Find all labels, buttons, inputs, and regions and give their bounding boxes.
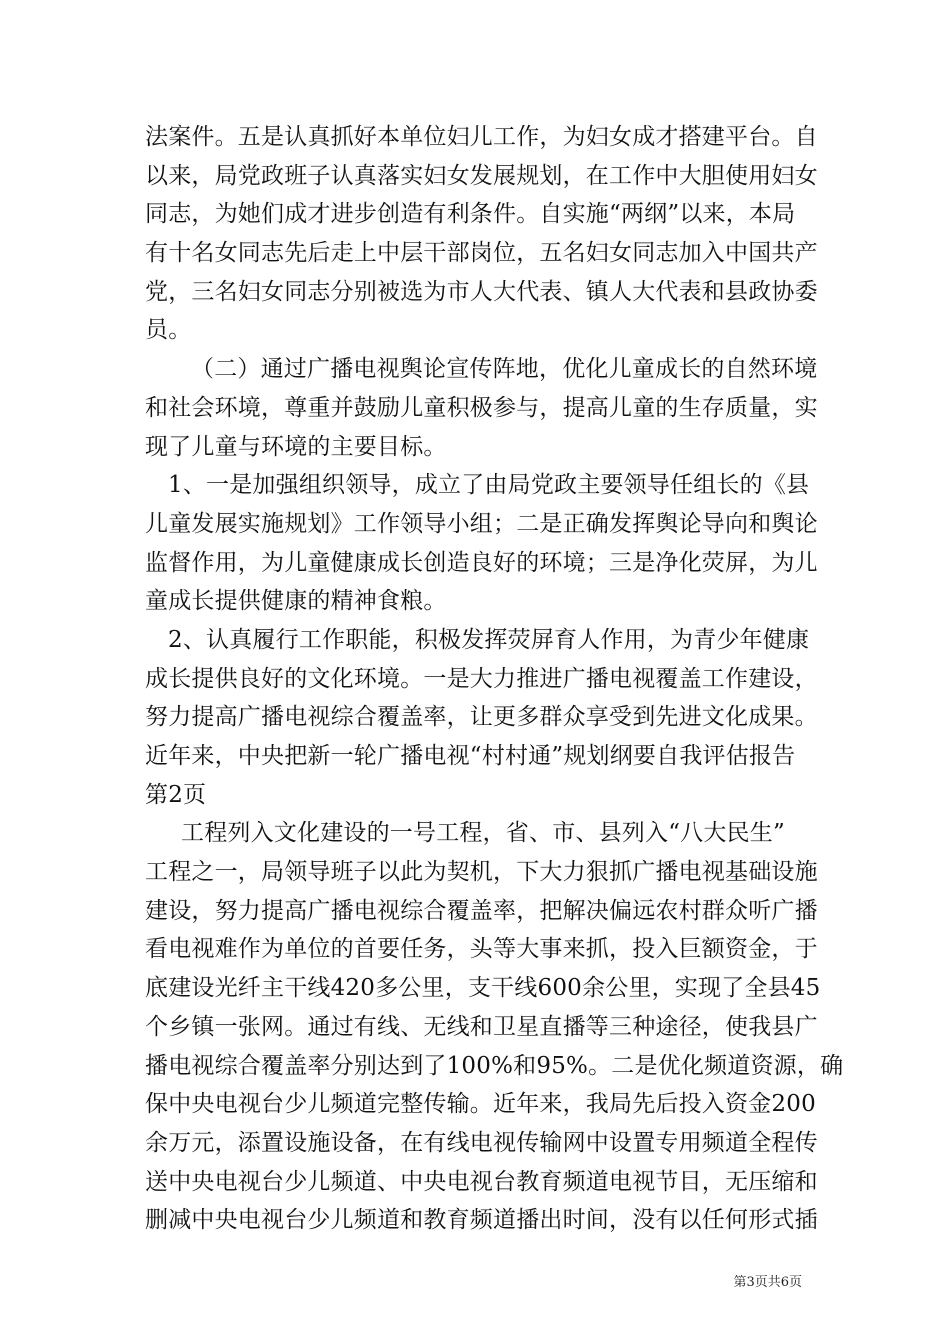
text-line: 法案件。五是认真抓好本单位妇儿工作，为妇女成才搭建平台。自: [145, 124, 818, 150]
text-line: 儿童发展实施规划》工作领导小组；二是正确发挥舆论导向和舆论: [145, 510, 818, 537]
text-line: 有十名女同志先后走上中层干部岗位，五名妇女同志加入中国共产: [145, 240, 818, 267]
text-line: 党，三名妇女同志分别被选为市人大代表、镇人大代表和县政协委: [145, 278, 818, 305]
text-line: 删减中央电视台少儿频道和教育频道播出时间，没有以任何形式插: [145, 1207, 818, 1234]
text-line: 1、一是加强组织领导，成立了由局党政主要领导任组长的《县: [168, 472, 810, 499]
text-line: 看电视难作为单位的首要任务，头等大事来抓，投入巨额资金，于: [145, 936, 818, 963]
text-line: 个乡镇一张网。通过有线、无线和卫星直播等三种途径，使我县广: [145, 1013, 818, 1040]
text-line: 近年来，中央把新一轮广播电视“村村通”规划纲要自我评估报告: [145, 743, 796, 769]
text-line: 底建设光纤主干线420多公里，支干线600余公里，实现了全县45: [145, 975, 821, 1002]
body-text: [145, 118, 844, 1240]
text-line: 2、认真履行工作职能，积极发挥荧屏育人作用，为青少年健康: [168, 626, 810, 653]
text-line: 现了儿童与环境的主要目标。: [145, 433, 447, 460]
text-line: 保中央电视台少儿频道完整传输。近年来，我局先后投入资金200: [145, 1091, 816, 1118]
text-line: 以来，局党政班子认真落实妇女发展规划，在工作中大胆使用妇女: [145, 162, 818, 189]
text-line: 工程列入文化建设的一号工程，省、市、县列入“八大民生”: [181, 820, 785, 847]
text-line: （二）通过广播电视舆论宣传阵地，优化儿童成长的自然环境: [191, 356, 818, 383]
text-line: 同志，为她们成才进步创造有利条件。自实施“两纲”以来，本局: [145, 201, 796, 228]
text-line: 工程之一，局领导班子以此为契机，下大力狠抓广播电视基础设施: [145, 859, 818, 886]
text-line: 播电视综合覆盖率分别达到了100%和95%。二是优化频道资源，确: [145, 1052, 844, 1079]
text-line: 童成长提供健康的精神食粮。: [145, 588, 447, 615]
text-line: 建设，努力提高广播电视综合覆盖率，把解决偏远农村群众听广播: [145, 897, 818, 924]
text-line: 监督作用，为儿童健康成长创造良好的环境；三是净化荧屏，为儿: [145, 549, 818, 576]
text-line: 余万元，添置设施设备，在有线电视传输网中设置专用频道全程传: [145, 1129, 818, 1156]
text-line: 努力提高广播电视综合覆盖率，让更多群众享受到先进文化成果。: [145, 704, 818, 731]
text-line: 和社会环境，尊重并鼓励儿童积极参与，提高儿童的生存质量，实: [145, 394, 818, 421]
text-line: 第2页: [145, 781, 207, 808]
text-line: 员。: [145, 317, 192, 344]
text-line: 成长提供良好的文化环境。一是大力推进广播电视覆盖工作建设，: [145, 665, 818, 692]
text-line: 送中央电视台少儿频道、中央电视台教育频道电视节目，无压缩和: [145, 1168, 818, 1195]
page-footer: 第3页共6页: [733, 1275, 802, 1290]
